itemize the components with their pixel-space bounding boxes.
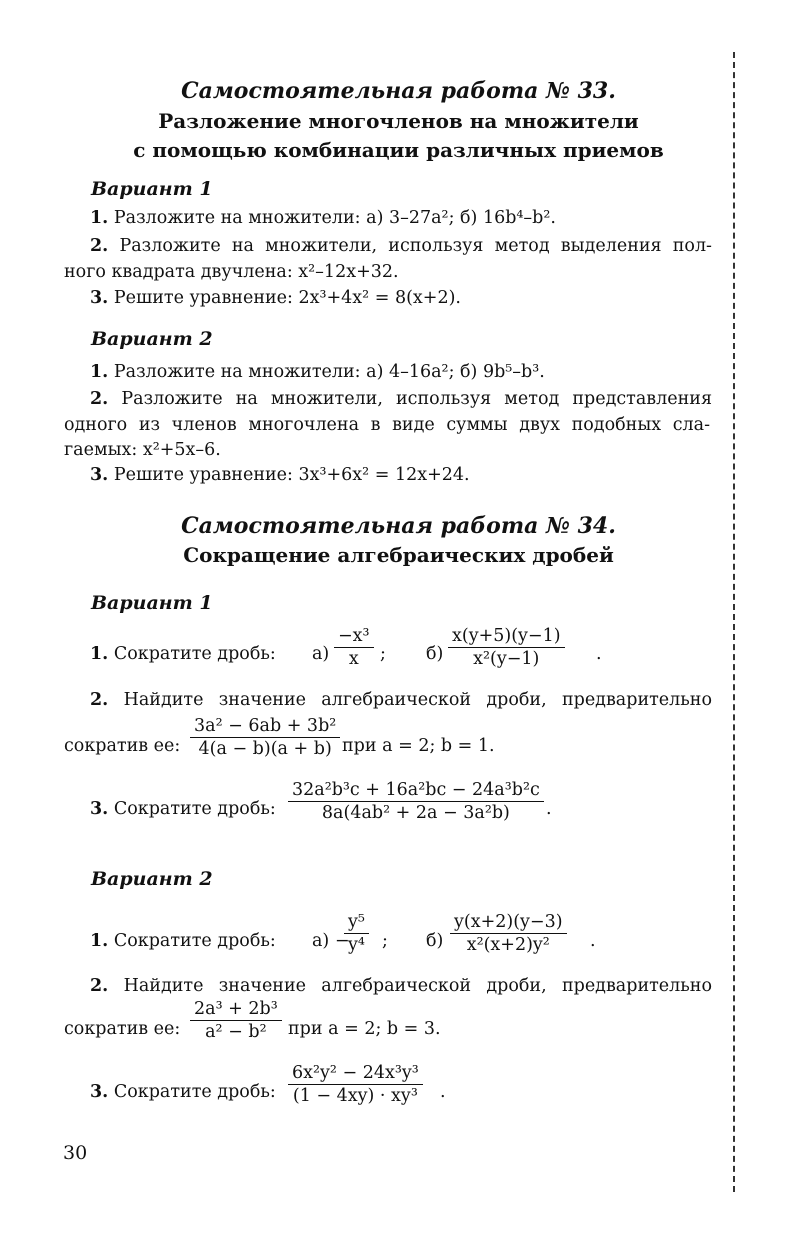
- w34-v1-task-1-a-label: а): [312, 644, 330, 664]
- w34-v2-task-3: 3. Сократите дробь:: [90, 1082, 276, 1102]
- w34-v1-task-2-line-1: 2. Найдите значение алгебраической дроби, предварительно: [90, 690, 712, 710]
- w34-v2-task-3-fraction: 6x²y² − 24x³y³ (1 − 4xy) · xy³: [288, 1063, 423, 1106]
- w34-v2-task-2-lead: сократив ее:: [64, 1019, 181, 1039]
- w34-v2-task-2-fraction: 2a³ + 2b³ a² − b²: [190, 999, 282, 1042]
- w33-v2-task-2-line-2: одного из членов многочлена в виде суммы двух подобных сла-: [64, 415, 710, 435]
- w34-v1-task-2-condition: при a = 2; b = 1.: [342, 736, 495, 756]
- work-34-subtitle: Сокращение алгебраических дробей: [183, 543, 614, 567]
- page-number: 30: [63, 1142, 88, 1164]
- work-33-subtitle-2: с помощью комбинации различных приемов: [133, 138, 664, 162]
- w33-v2-task-2-line-3: гаемых: x²+5x–6.: [64, 440, 221, 460]
- work-34-variant-1-label: Вариант 1: [91, 592, 213, 614]
- w33-v2-task-3: 3. Решите уравнение: 3x³+6x² = 12x+24.: [90, 465, 470, 485]
- w34-v2-task-1-a-fraction: y⁵ y⁴: [344, 912, 369, 955]
- w34-v2-task-2-condition: при a = 2; b = 3.: [288, 1019, 441, 1039]
- w34-v2-task-2-line-1: 2. Найдите значение алгебраической дроби, предварительно: [90, 976, 712, 996]
- w34-v1-task-1-a-fraction: −x³ x: [334, 626, 374, 669]
- w34-v1-task-1-end: .: [596, 644, 602, 664]
- w34-v2-task-1-end: .: [590, 931, 596, 951]
- work-33-variant-2-label: Вариант 2: [91, 328, 213, 350]
- w33-v1-task-3: 3. Решите уравнение: 2x³+4x² = 8(x+2).: [90, 288, 461, 308]
- w33-v2-task-2-line-1: 2. Разложите на множители, используя метод представления: [90, 389, 712, 409]
- w33-v1-task-2-line-2: ного квадрата двучлена: x²–12x+32.: [64, 262, 399, 282]
- w34-v2-task-1-b-label: б): [426, 931, 444, 951]
- w34-v2-task-1-a-label: а) −: [312, 931, 350, 951]
- w34-v1-task-3-fraction: 32a²b³c + 16a²bc − 24a³b²c 8a(4ab² + 2a − 3a²b): [288, 780, 544, 823]
- work-34-variant-2-label: Вариант 2: [91, 868, 213, 890]
- w34-v2-task-1: 1. Сократите дробь:: [90, 931, 276, 951]
- w33-v2-task-1: 1. Разложите на множители: а) 4–16a²; б) 9b⁵–b³.: [90, 362, 545, 382]
- work-34-title: Самостоятельная работа № 34.: [181, 513, 616, 539]
- w34-v1-task-3-end: .: [546, 799, 552, 819]
- w34-v1-task-1-b-fraction: x(y+5)(y−1) x²(y−1): [448, 626, 565, 669]
- w34-v1-task-1-b-label: б): [426, 644, 444, 664]
- w34-v2-task-3-end: .: [440, 1082, 446, 1102]
- cut-line: [733, 52, 735, 1192]
- w34-v1-task-3: 3. Сократите дробь:: [90, 799, 276, 819]
- work-33-title: Самостоятельная работа № 33.: [181, 78, 616, 104]
- w34-v1-task-1-sep: ;: [380, 644, 386, 664]
- w34-v2-task-1-sep: ;: [382, 931, 388, 951]
- w34-v1-task-2-fraction: 3a² − 6ab + 3b² 4(a − b)(a + b): [190, 716, 340, 759]
- w34-v1-task-2-lead: сократив ее:: [64, 736, 181, 756]
- work-33-variant-1-label: Вариант 1: [91, 178, 213, 200]
- w34-v2-task-1-b-fraction: y(x+2)(y−3) x²(x+2)y²: [450, 912, 567, 955]
- w34-v1-task-1: 1. Сократите дробь:: [90, 644, 276, 664]
- w33-v1-task-1: 1. Разложите на множители: а) 3–27a²; б) 16b⁴–b².: [90, 208, 556, 228]
- w33-v1-task-2-line-1: 2. Разложите на множители, используя метод выделения пол-: [90, 236, 712, 256]
- work-33-subtitle-1: Разложение многочленов на множители: [158, 109, 639, 133]
